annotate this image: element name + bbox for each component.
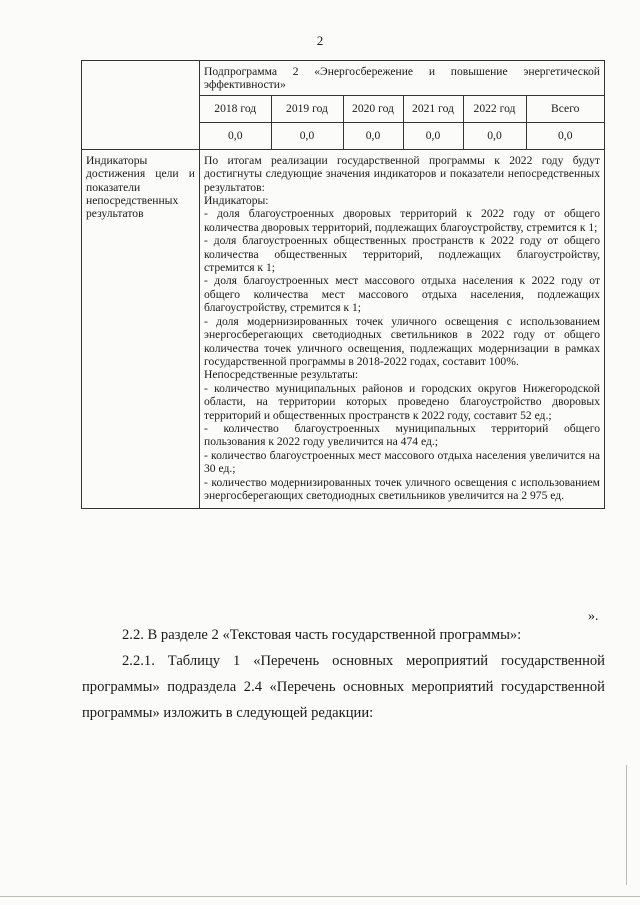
closing-quote: ».	[588, 609, 599, 624]
year-cell: 2021 год	[403, 95, 463, 122]
page-number: 2	[316, 33, 324, 48]
values-row	[200, 122, 604, 149]
result-item: - количество благоустроенных муниципальных территорий общего пользования к 2022 году увеличится на 474 ед.;	[204, 421, 600, 449]
value-cell: 0,0	[463, 122, 526, 149]
subprogram-cell	[200, 61, 605, 150]
indicator-item: - доля благоустроенных мест массового отдыха населения к 2022 году от общего количества мест массового отдыха населения, подлежащих благоустройству, стремится к 1;	[204, 274, 600, 315]
value-cell: 0,0	[271, 122, 343, 149]
value-cell: 0,0	[200, 122, 271, 149]
subprogram-title: Подпрограмма 2 «Энергосбережение и повышение энергетической эффективности»	[204, 65, 600, 92]
section-2-2-paragraph: 2.2. В разделе 2 «Текстовая часть государственной программы»:	[122, 627, 522, 643]
result-item: - количество муниципальных районов и городских округов Нижегородской области, на территории которых проведено благоустройство дворовых территорий и общественных пространств к 2022 году, составит 52 ед.;	[204, 381, 600, 422]
year-cell: 2020 год	[343, 95, 403, 122]
result-item: - количество модернизированных точек уличного освещения с использованием энергосберегающих светодиодных светильников увеличится на 2 975 ед.	[204, 475, 600, 502]
indicators-label: Индикаторы достижения цели и показатели непосредственных результатов	[86, 153, 195, 221]
value-cell: 0,0	[343, 122, 403, 149]
scan-edge-line	[626, 765, 627, 885]
total-value-cell: 0,0	[526, 122, 604, 149]
indicator-item: - доля модернизированных точек уличного освещения с использованием энергосберегающих светодиодных светильников в 2022 году от общего количества точек уличного освещения, подлежащих модернизации в рамках государственной программы в 2018-2022 годах, составит 100%.	[204, 314, 600, 368]
result-item: - количество благоустроенных мест массового отдыха населения увеличится на 30 ед.;	[204, 448, 600, 476]
program-passport-table	[81, 60, 605, 509]
year-cell: 2019 год	[271, 95, 343, 122]
year-cell: 2018 год	[200, 95, 271, 122]
subprogram-empty-cell	[82, 61, 200, 150]
indicators-intro: По итогам реализации государственной программы к 2022 году будут достигнуты следующие значения индикаторов и показатели непосредственных результатов:	[204, 153, 600, 194]
section-2-2-1-paragraph: 2.2.1. Таблицу 1 «Перечень основных мероприятий государственной программы» подраздела 2.4 «Перечень основных мероприятий государственной программы» изложить в следующей редакции:	[82, 653, 605, 721]
years-header-row	[200, 95, 604, 122]
indicators-content-cell	[200, 149, 605, 509]
indicators-label-cell	[82, 149, 200, 509]
total-header-cell: Всего	[526, 95, 604, 122]
scan-bottom-line	[0, 896, 640, 897]
indicator-item: - доля благоустроенных дворовых территорий к 2022 году от общего количества дворовых территорий, подлежащих благоустройству, стремится к 1;	[204, 207, 600, 234]
funding-years-table	[200, 95, 604, 149]
indicators-content	[200, 150, 604, 509]
indicators-heading: Индикаторы:	[204, 194, 269, 208]
subprogram-row	[82, 61, 605, 150]
indicator-item: - доля благоустроенных общественных пространств к 2022 году от общего количества общественных территорий, подлежащих благоустройству, стремится к 1;	[204, 234, 600, 275]
indicators-row	[82, 149, 605, 509]
year-cell: 2022 год	[463, 95, 526, 122]
value-cell: 0,0	[403, 122, 463, 149]
results-heading: Непосредственные результаты:	[204, 368, 359, 382]
